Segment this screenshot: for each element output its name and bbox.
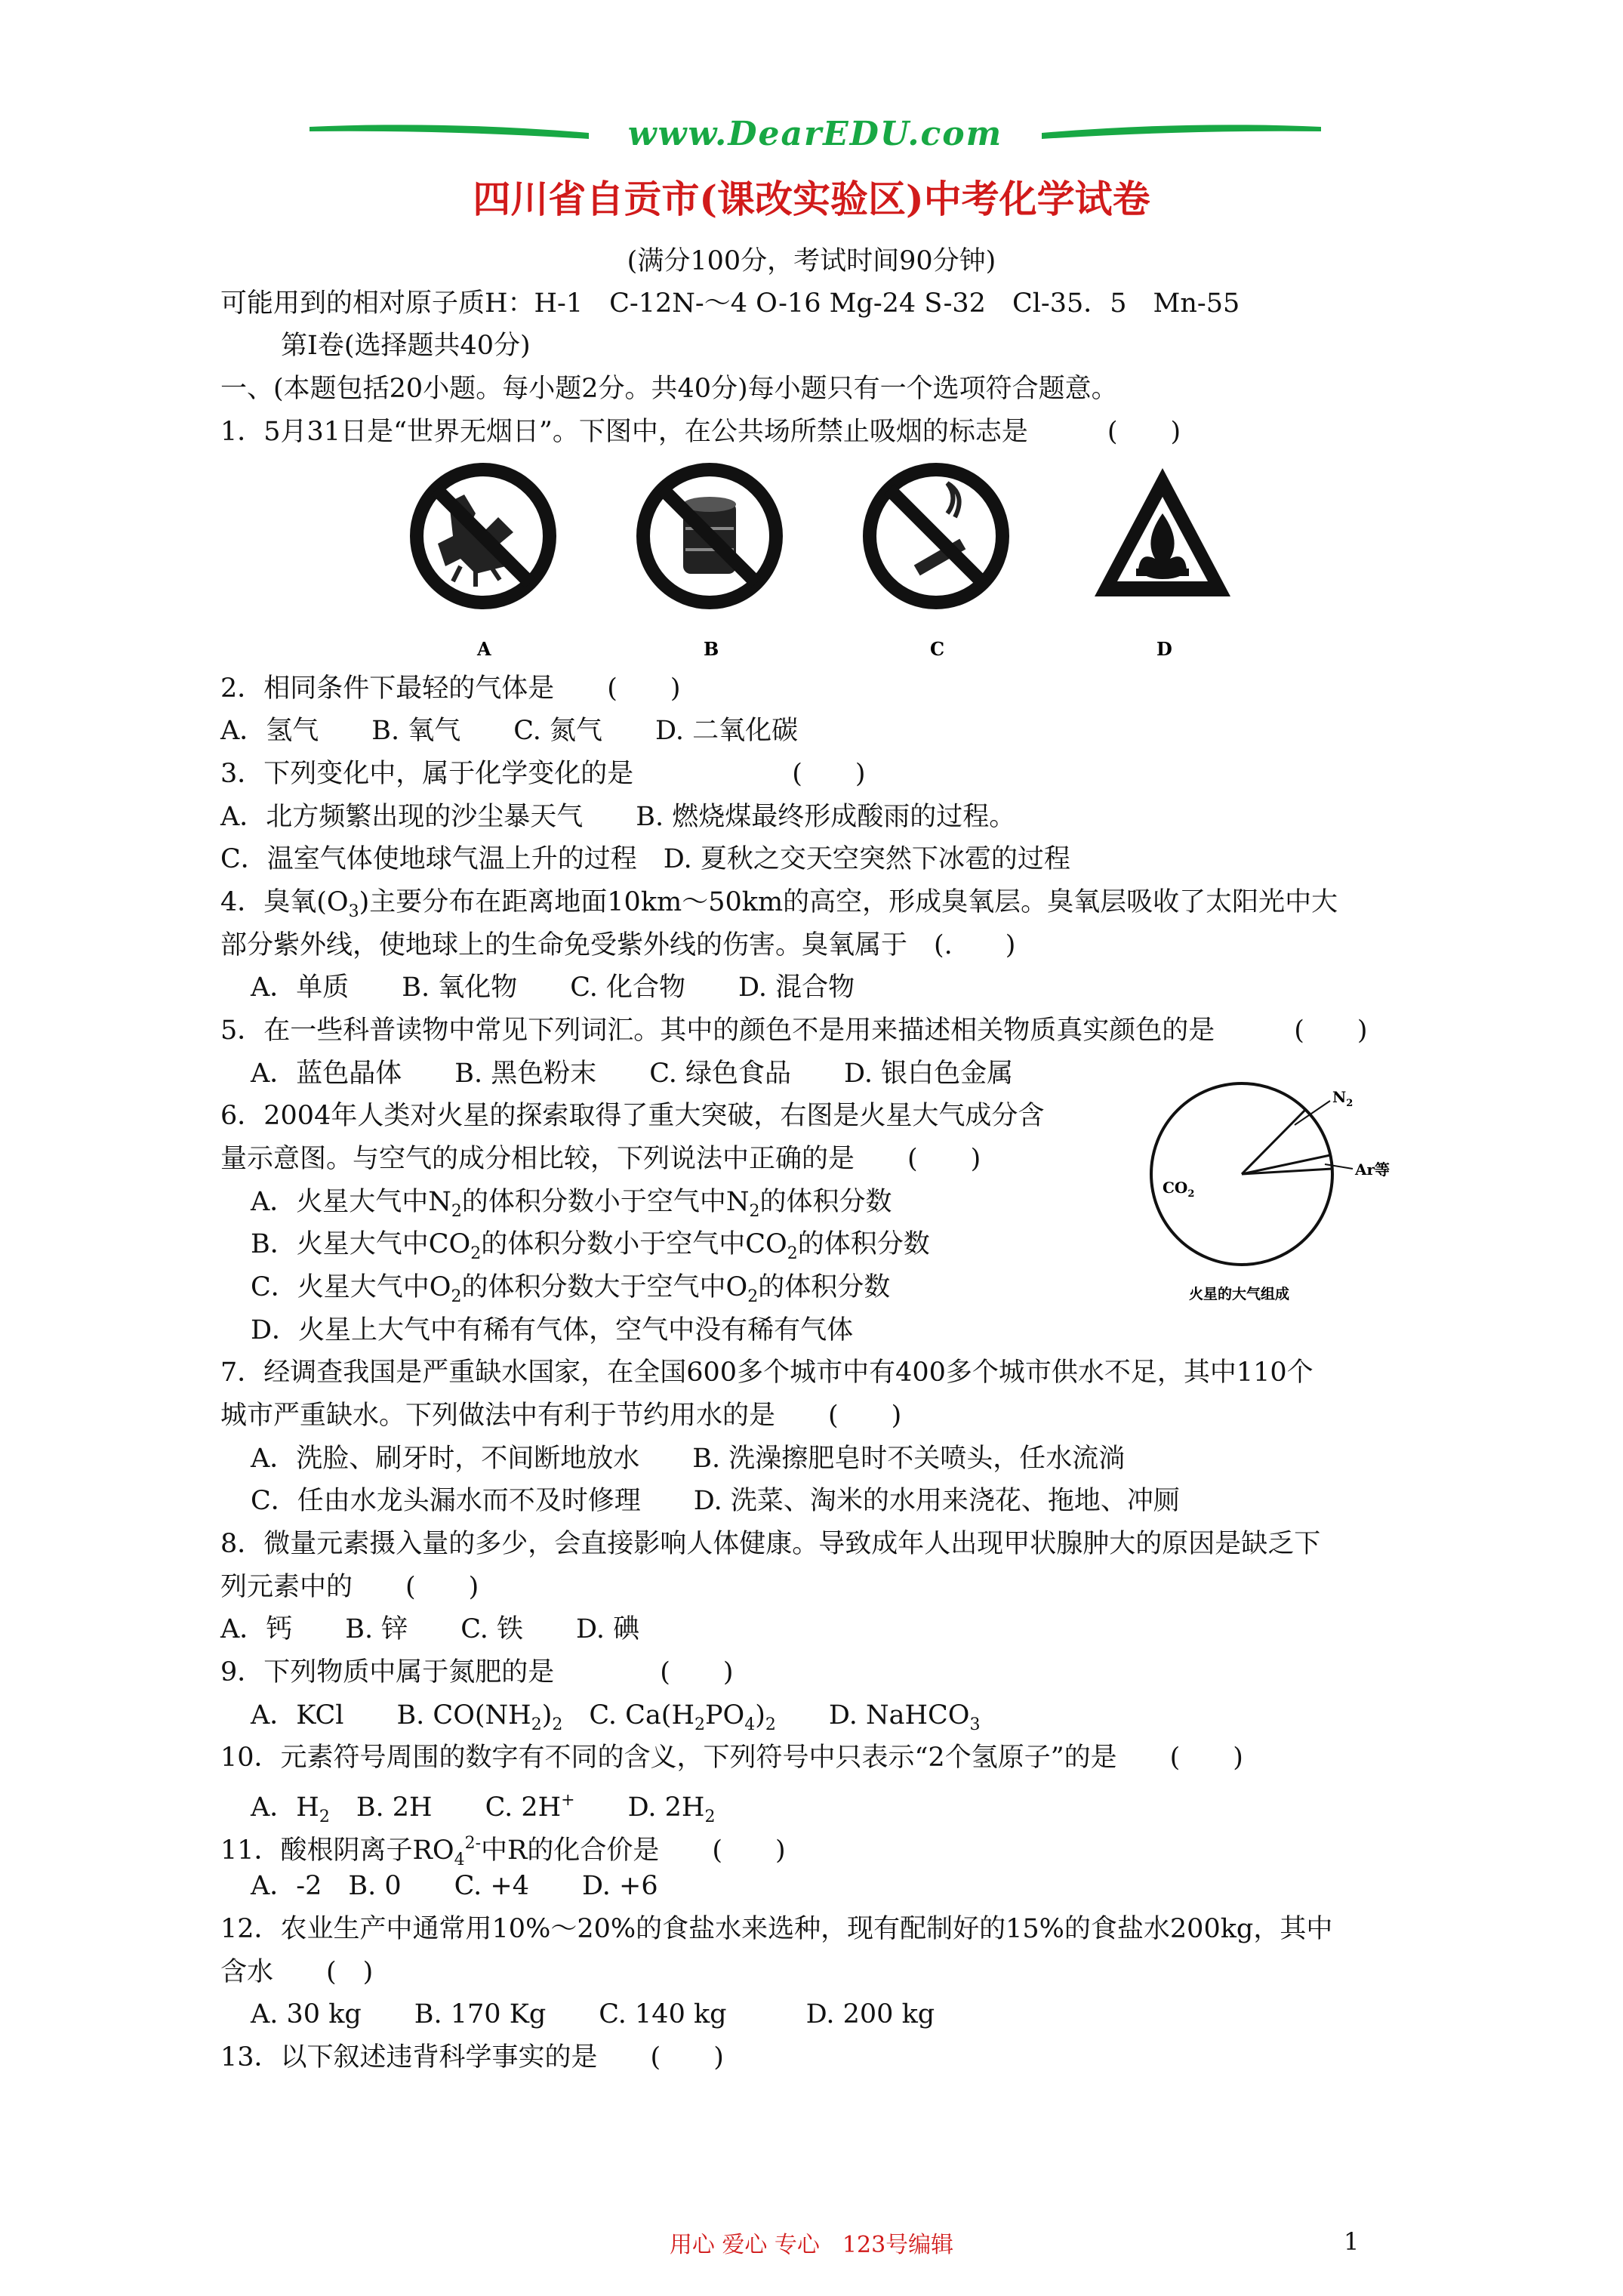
q2-options: A．氢气 B. 氧气 C. 氮气 D. 二氧化碳 [220, 716, 799, 746]
q8-stem-line1: 8．微量元素摄入量的多少，会直接影响人体健康。导致成年人出现甲状腺肿大的原因是缺乏下 [220, 1529, 1321, 1559]
q4-stem-line2: 部分紫外线，使地球上的生命免受紫外线的伤害。臭氧属于 (. ) [220, 930, 1016, 960]
q6-option-d: D．火星上大气中有稀有气体，空气中没有稀有气体 [251, 1315, 854, 1345]
q7-options-cd: C．任由水龙头漏水而不及时修理 D. 洗菜、淘米的水用来浇花、拖地、冲厕 [251, 1486, 1180, 1516]
q11-options: A．-2 B. 0 C. +4 D. +6 [251, 1871, 658, 1901]
mars-figure-caption: 火星的大气组成 [1189, 1286, 1290, 1302]
co2-label: $CO_2$ [1163, 1179, 1195, 1200]
site-url: www.DearEDU.com [627, 115, 1003, 153]
ar-label: Ar等 [1355, 1160, 1390, 1179]
mars-atmosphere-figure [1132, 1080, 1464, 1306]
q6-option-a: A．火星大气中$N_2$的体积分数小于空气中$N_2$的体积分数 [251, 1187, 892, 1221]
q12-options: A. 30 kg B. 170 Kg C. 140 kg D. 200 kg [251, 1999, 935, 2029]
q7-stem-line1: 7．经调查我国是严重缺水国家，在全国600多个城市中有400多个城市供水不足，其中110个 [220, 1358, 1313, 1388]
exam-subtitle: (满分100分，考试时间90分钟) [627, 246, 996, 276]
q6-stem-line2: 量示意图。与空气的成分相比较，下列说法中正确的是 ( ) [220, 1144, 981, 1174]
q11-stem: 11．酸根阴离子$RO_4^{2-}$中R的化合价是 ( ) [220, 1834, 786, 1869]
no-fireworks-icon [417, 470, 550, 603]
q6-option-b: B．火星大气中$CO_2$的体积分数小于空气中$CO_2$的体积分数 [251, 1229, 930, 1263]
q1-label-c: C [930, 638, 945, 660]
q5-options: A．蓝色晶体 B. 黑色粉末 C. 绿色食品 D. 银白色金属 [251, 1059, 1014, 1089]
q1-label-a: A [477, 638, 491, 660]
q7-options-ab: A．洗脸、刷牙时，不间断地放水 B. 洗澡擦肥皂时不关喷头，任水流淌 [251, 1444, 1126, 1474]
page-footer: 用心 爱心 专心 123号编辑 [669, 2232, 954, 2258]
q9-options: A．KCl B. $CO(NH_2)_2$ C. $Ca(H_2PO_4)_2$ D. NaHCO$_3$ [251, 1700, 981, 1734]
q1-stem: 1．5月31日是“世界无烟日”。下图中，在公共场所禁止吸烟的标志是 ( ) [220, 417, 1181, 447]
section-heading: 一、(本题包括20小题。每小题2分。共40分)每小题只有一个选项符合题意。 [220, 374, 1118, 404]
exam-title: 四川省自贡市(课改实验区)中考化学试卷 [473, 177, 1150, 221]
atomic-masses: 可能用到的相对原子质H：H-1 C-12N-～4 O-16 Mg-24 S-32 Cl-35．5 Mn-55 [220, 288, 1240, 319]
q8-options: A．钙 B. 锌 C. 铁 D. 碘 [220, 1614, 640, 1644]
q1-label-d: D [1156, 638, 1172, 660]
q4-stem-line1: 4．臭氧$(O_3)$主要分布在距离地面10km～50km的高空，形成臭氧层。臭氧层吸收了太阳光中大 [220, 887, 1338, 921]
q10-stem: 10．元素符号周围的数字有不同的含义，下列符号中只表示“2个氢原子”的是 ( ) [220, 1743, 1243, 1773]
q9-stem: 9．下列物质中属于氮肥的是 ( ) [220, 1657, 734, 1687]
site-banner [310, 113, 1321, 159]
part-heading: 第Ⅰ卷(选择题共40分) [281, 331, 531, 361]
q12-stem-line2: 含水 ( ) [220, 1957, 374, 1987]
q13-stem: 13．以下叙述违背科学事实的是 ( ) [220, 2042, 724, 2073]
q6-stem-line1: 6．2004年人类对火星的探索取得了重大突破，右图是火星大气成分含 [220, 1101, 1045, 1131]
no-smoking-icon [870, 470, 1002, 603]
q10-options: A．$H_2$ B. 2H C. 2H+ D. $2H_2$ [251, 1791, 716, 1826]
q3-options-ab: A．北方频繁出现的沙尘暴天气 B. 燃烧煤最终形成酸雨的过程。 [220, 802, 1016, 832]
q6-option-c: C．火星大气中$O_2$的体积分数大于空气中$O_2$的体积分数 [251, 1272, 891, 1306]
q4-options: A．单质 B. 氧化物 C. 化合物 D. 混合物 [251, 972, 855, 1003]
n2-label: $N_2$ [1332, 1088, 1354, 1109]
q12-stem-line1: 12．农业生产中通常用10%～20%的食盐水来选种，现有配制好的15%的食盐水200kg，其中 [220, 1914, 1333, 1944]
page-number: 1 [1344, 2227, 1360, 2256]
pie-divider-n2 [1242, 1109, 1306, 1174]
q8-stem-line2: 列元素中的 ( ) [220, 1572, 479, 1602]
no-oil-drum-icon [643, 470, 776, 603]
q1-signs-figure [393, 461, 1261, 672]
q2-stem: 2．相同条件下最轻的气体是 ( ) [220, 673, 681, 704]
q3-options-cd: C．温室气体使地球气温上升的过程 D. 夏秋之交天空突然下冰雹的过程 [220, 844, 1070, 874]
q5-stem: 5．在一些科普读物中常见下列词汇。其中的颜色不是用来描述相关物质真实颜色的是 ( ) [220, 1015, 1368, 1046]
q3-stem: 3．下列变化中，属于化学变化的是 ( ) [220, 759, 866, 789]
flammable-warning-icon [1095, 468, 1230, 596]
q1-label-b: B [704, 638, 719, 660]
q7-stem-line2: 城市严重缺水。下列做法中有利于节约用水的是 ( ) [220, 1401, 902, 1431]
